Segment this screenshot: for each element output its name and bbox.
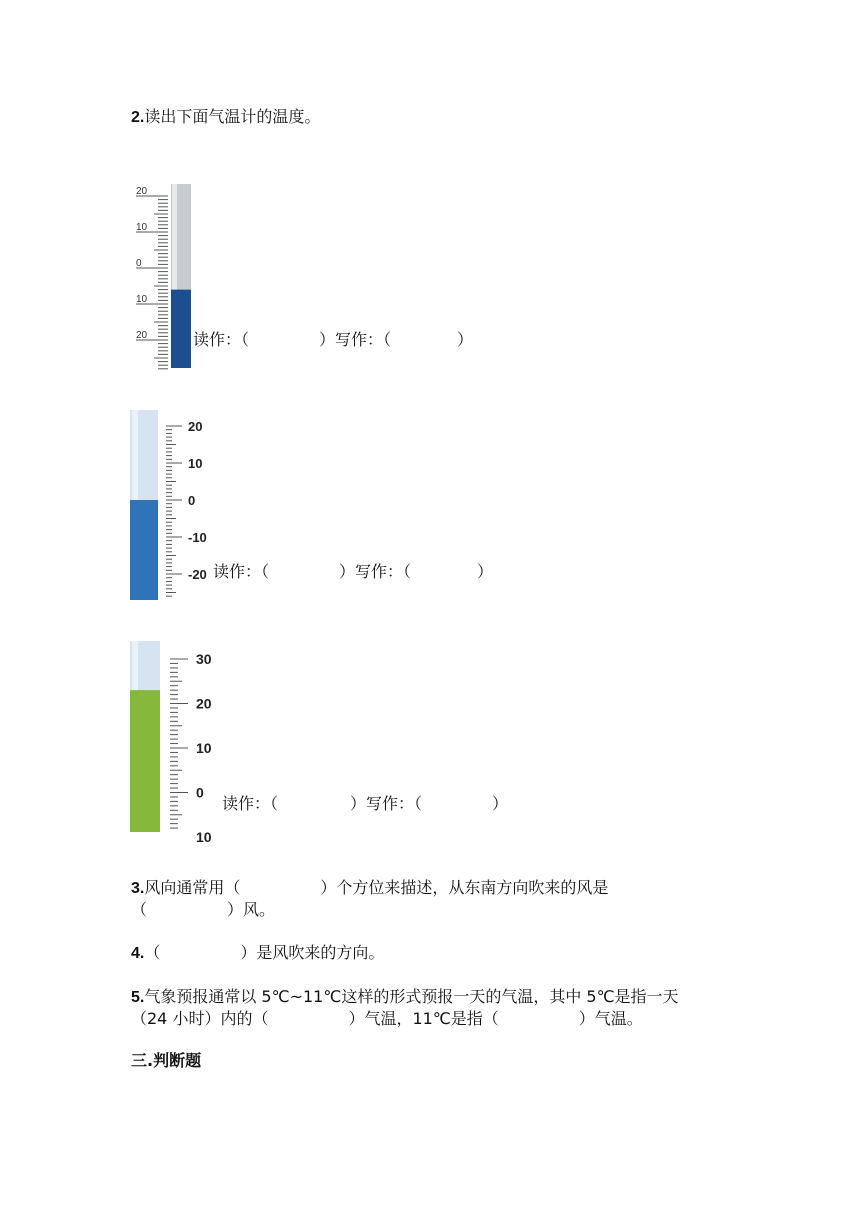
question-number: 4. <box>131 945 145 962</box>
thermometer-3-answer: 读作：（ ）写作：（ ） <box>222 794 509 813</box>
tick-label: 20 <box>188 419 203 434</box>
question-number: 2. <box>131 109 145 126</box>
question-3-line-2: （ ）风。 <box>131 900 276 919</box>
read-label: 读作：（ <box>193 330 250 349</box>
mercury-column <box>130 500 158 600</box>
thermometer-3 <box>130 641 224 845</box>
tick-label: 0 <box>136 258 142 269</box>
question-text: 读出下面气温计的温度。 <box>144 107 321 126</box>
write-label: ）写作：（ <box>339 562 412 581</box>
read-label: 读作：（ <box>222 794 279 813</box>
tick-label: -10 <box>188 530 207 545</box>
tick-label: 20 <box>136 186 148 197</box>
scale-ticks <box>170 659 188 828</box>
question-5-line-2: （24 小时）内的（ ）气温，11℃是指（ ）气温。 <box>131 1009 643 1028</box>
question-3-line-1: 3.风向通常用（ ）个方位来描述，从东南方向吹来的风是 <box>131 878 609 897</box>
thermometer-2-graphic <box>130 410 214 600</box>
tick-label: 10 <box>188 456 203 471</box>
tick-label: 10 <box>136 294 148 305</box>
question-2 <box>131 106 320 129</box>
thermometer-3-graphic <box>130 641 224 845</box>
write-label: ）写作：（ <box>350 794 423 813</box>
question-number: 3. <box>131 880 145 897</box>
scale-ticks <box>166 426 182 596</box>
question-4: 4.（ ）是风吹来的方向。 <box>131 943 385 962</box>
tick-label: 0 <box>196 784 204 801</box>
question-number: 5. <box>131 989 145 1006</box>
write-label: ）写作：（ <box>319 330 392 349</box>
tick-label: 30 <box>196 651 212 667</box>
thermometer-1-graphic <box>130 184 194 368</box>
question-5-line-1: 5.气象预报通常以 5℃~11℃这样的形式预报一天的气温，其中 5℃是指一天 <box>131 987 679 1006</box>
thermometer-1 <box>130 184 194 368</box>
tick-label: 20 <box>136 330 148 341</box>
tick-label: 10 <box>136 222 148 233</box>
read-label: 读作：（ <box>213 562 270 581</box>
mercury-column <box>130 690 160 832</box>
thermometer-2 <box>130 410 214 600</box>
mercury-column <box>171 290 191 368</box>
thermometer-1-answer: 读作：（ ）写作：（ ） <box>193 330 474 349</box>
tick-label: -20 <box>188 567 207 582</box>
tick-label: 10 <box>196 740 212 756</box>
tick-label: 0 <box>188 493 196 508</box>
tick-label: 10 <box>196 829 212 845</box>
section-title: 三.判断题 <box>131 1051 202 1070</box>
thermometer-2-answer: 读作：（ ）写作：（ ） <box>213 562 494 581</box>
tick-label: 20 <box>196 695 212 712</box>
